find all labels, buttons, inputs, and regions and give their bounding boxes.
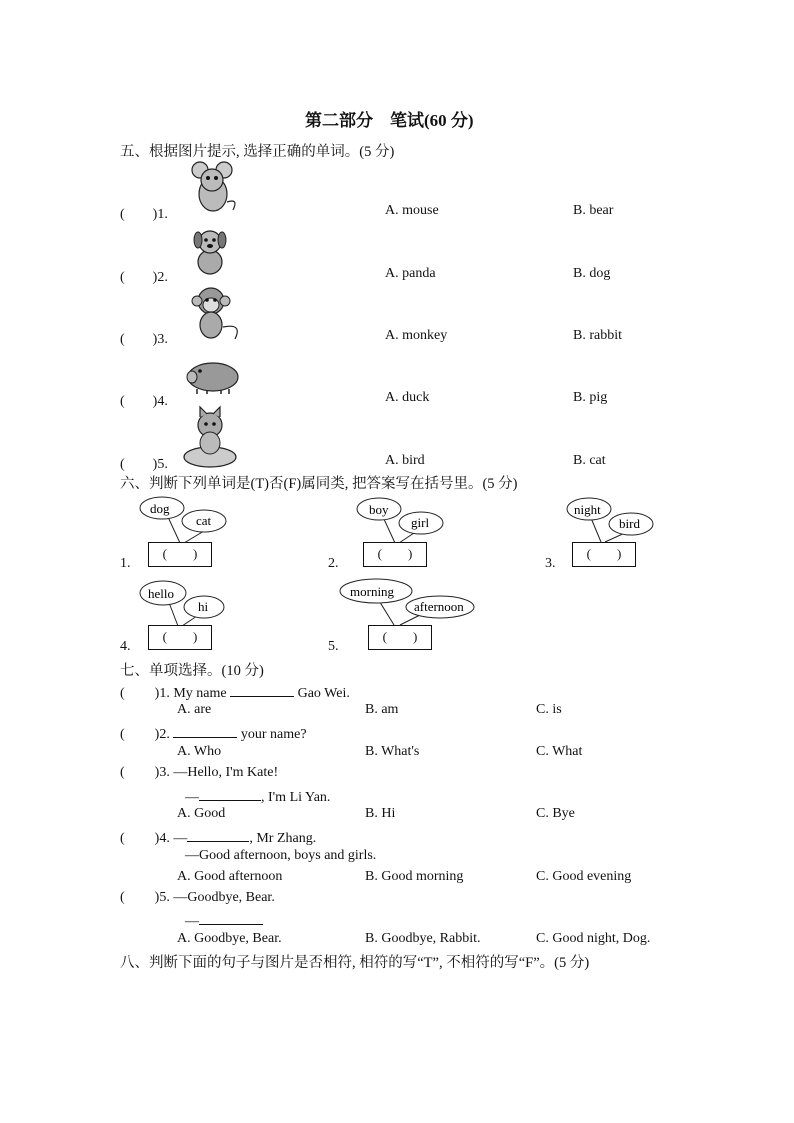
s7-q4-line2: —Good afternoon, boys and girls. [185, 848, 377, 863]
section7-heading: 七、单项选择。(10 分) [120, 663, 264, 679]
s6-q4-word1: hello [148, 586, 174, 601]
s6-q1-word1: dog [150, 501, 170, 516]
s5-q5-option-b: B. cat [573, 453, 606, 468]
dog-icon [188, 226, 230, 276]
s7-q1-option-a: A. are [177, 702, 212, 717]
s7-q5-dash: — [185, 914, 199, 929]
s7-q1-number: )1. [154, 686, 170, 701]
s7-q4-option-b: B. Good morning [365, 869, 464, 884]
s7-q1-option-c: C. is [536, 702, 562, 717]
s7-q2-option-a: A. Who [177, 744, 222, 759]
pig-icon [183, 357, 241, 395]
s5-q4-option-a: A. duck [385, 390, 430, 405]
s6-q1-number: 1. [120, 556, 131, 571]
s7-q5-option-b: B. Goodbye, Rabbit. [365, 931, 481, 946]
s7-q3-line1: —Hello, I'm Kate! [173, 765, 279, 780]
s6-q2-clouds [355, 495, 447, 547]
cat-icon [182, 405, 240, 469]
s6-q5-answer-box[interactable]: ( ) [368, 625, 432, 650]
s7-q5-option-a: A. Goodbye, Bear. [177, 931, 282, 946]
s7-q1-text-pre: My name [173, 686, 231, 701]
s6-q2-number: 2. [328, 556, 339, 571]
s7-q3-option-c: C. Bye [536, 806, 575, 821]
section5-heading: 五、根据图片提示, 选择正确的单词。(5 分) [120, 144, 395, 160]
s7-q4-dash: — [173, 831, 188, 846]
s5-q2-number: ( )2. [120, 270, 168, 285]
s7-q3-line2 [185, 786, 330, 806]
s7-q1-stem: ( )1. My name Gao Wei. [120, 682, 350, 702]
monkey-icon [183, 283, 245, 343]
s7-q5-stem: ( )5. —Goodbye, Bear. [120, 890, 275, 905]
s5-q2-option-a: A. panda [385, 266, 436, 281]
s7-q2-option-c: C. What [536, 744, 583, 759]
s7-q5-line1: —Goodbye, Bear. [173, 890, 275, 905]
s5-q5-number: ( )5. [120, 457, 168, 472]
s6-q5-word2: afternoon [414, 599, 464, 614]
s6-q2-word1: boy [369, 502, 389, 517]
s7-q2-number: )2. [154, 727, 170, 742]
page-title: 第二部分 笔试(60 分) [305, 111, 474, 130]
s5-q2-option-b: B. dog [573, 266, 611, 281]
s7-q5-line2 [185, 910, 263, 930]
s7-q2-text-post: your name? [237, 727, 307, 742]
mouse-icon [183, 158, 241, 216]
s7-q3-stem: ( )3. —Hello, I'm Kate! [120, 765, 279, 780]
s7-q4-number: )4. [154, 831, 170, 846]
s6-q4-word2: hi [198, 599, 209, 614]
s6-q1-answer-box[interactable]: ( ) [148, 542, 212, 567]
s7-q3-dash: — [185, 790, 199, 805]
s6-q2-answer-box[interactable]: ( ) [363, 542, 427, 567]
s6-q3-word1: night [574, 502, 601, 517]
s7-q4-blank[interactable] [187, 827, 249, 842]
s7-q3-number: )3. [154, 765, 170, 780]
s7-q1-blank[interactable] [230, 682, 294, 697]
s6-q3-number: 3. [545, 556, 556, 571]
s7-q3-line2-post: , I'm Li Yan. [261, 790, 331, 805]
s7-q4-line1-post: , Mr Zhang. [249, 831, 317, 846]
s5-q1-option-b: B. bear [573, 203, 614, 218]
s6-q5-clouds [338, 577, 478, 629]
s5-q1-option-a: A. mouse [385, 203, 439, 218]
s7-q4-option-a: A. Good afternoon [177, 869, 283, 884]
s6-q3-word2: bird [619, 516, 640, 531]
s7-q1-option-b: B. am [365, 702, 399, 717]
s7-q2-blank[interactable] [173, 723, 237, 738]
section8-heading: 八、判断下面的句子与图片是否相符, 相符的写“T”, 不相符的写“F”。(5 分) [120, 955, 590, 971]
s7-q3-option-b: B. Hi [365, 806, 396, 821]
s7-q1-text-post: Gao Wei. [294, 686, 350, 701]
s6-q3-clouds [565, 496, 657, 546]
s6-q3-answer-box[interactable]: ( ) [572, 542, 636, 567]
s6-q5-word1: morning [350, 584, 395, 599]
s7-q3-blank[interactable] [199, 786, 261, 801]
s7-q5-number: )5. [154, 890, 170, 905]
s6-q4-answer-box[interactable]: ( ) [148, 625, 212, 650]
s6-q1-word2: cat [196, 513, 212, 528]
s6-q4-clouds [138, 578, 230, 630]
section6-heading: 六、判断下列单词是(T)否(F)属同类, 把答案写在括号里。(5 分) [120, 476, 518, 492]
s5-q5-option-a: A. bird [385, 453, 425, 468]
s5-q1-number: ( )1. [120, 207, 168, 222]
s5-q3-option-b: B. rabbit [573, 328, 622, 343]
s5-q3-number: ( )3. [120, 332, 168, 347]
s7-q2-stem: ( )2. your name? [120, 723, 307, 743]
s7-q5-option-c: C. Good night, Dog. [536, 931, 651, 946]
s7-q4-option-c: C. Good evening [536, 869, 632, 884]
s5-q4-option-b: B. pig [573, 390, 608, 405]
s5-q4-number: ( )4. [120, 394, 168, 409]
s7-q5-blank[interactable] [199, 910, 263, 925]
s6-q1-clouds [138, 495, 230, 547]
s5-q3-option-a: A. monkey [385, 328, 448, 343]
s6-q5-number: 5. [328, 639, 339, 654]
s6-q2-word2: girl [411, 515, 430, 530]
s7-q2-option-b: B. What's [365, 744, 420, 759]
s7-q4-stem: ( )4. — , Mr Zhang. [120, 827, 316, 847]
s6-q4-number: 4. [120, 639, 131, 654]
s7-q3-option-a: A. Good [177, 806, 226, 821]
